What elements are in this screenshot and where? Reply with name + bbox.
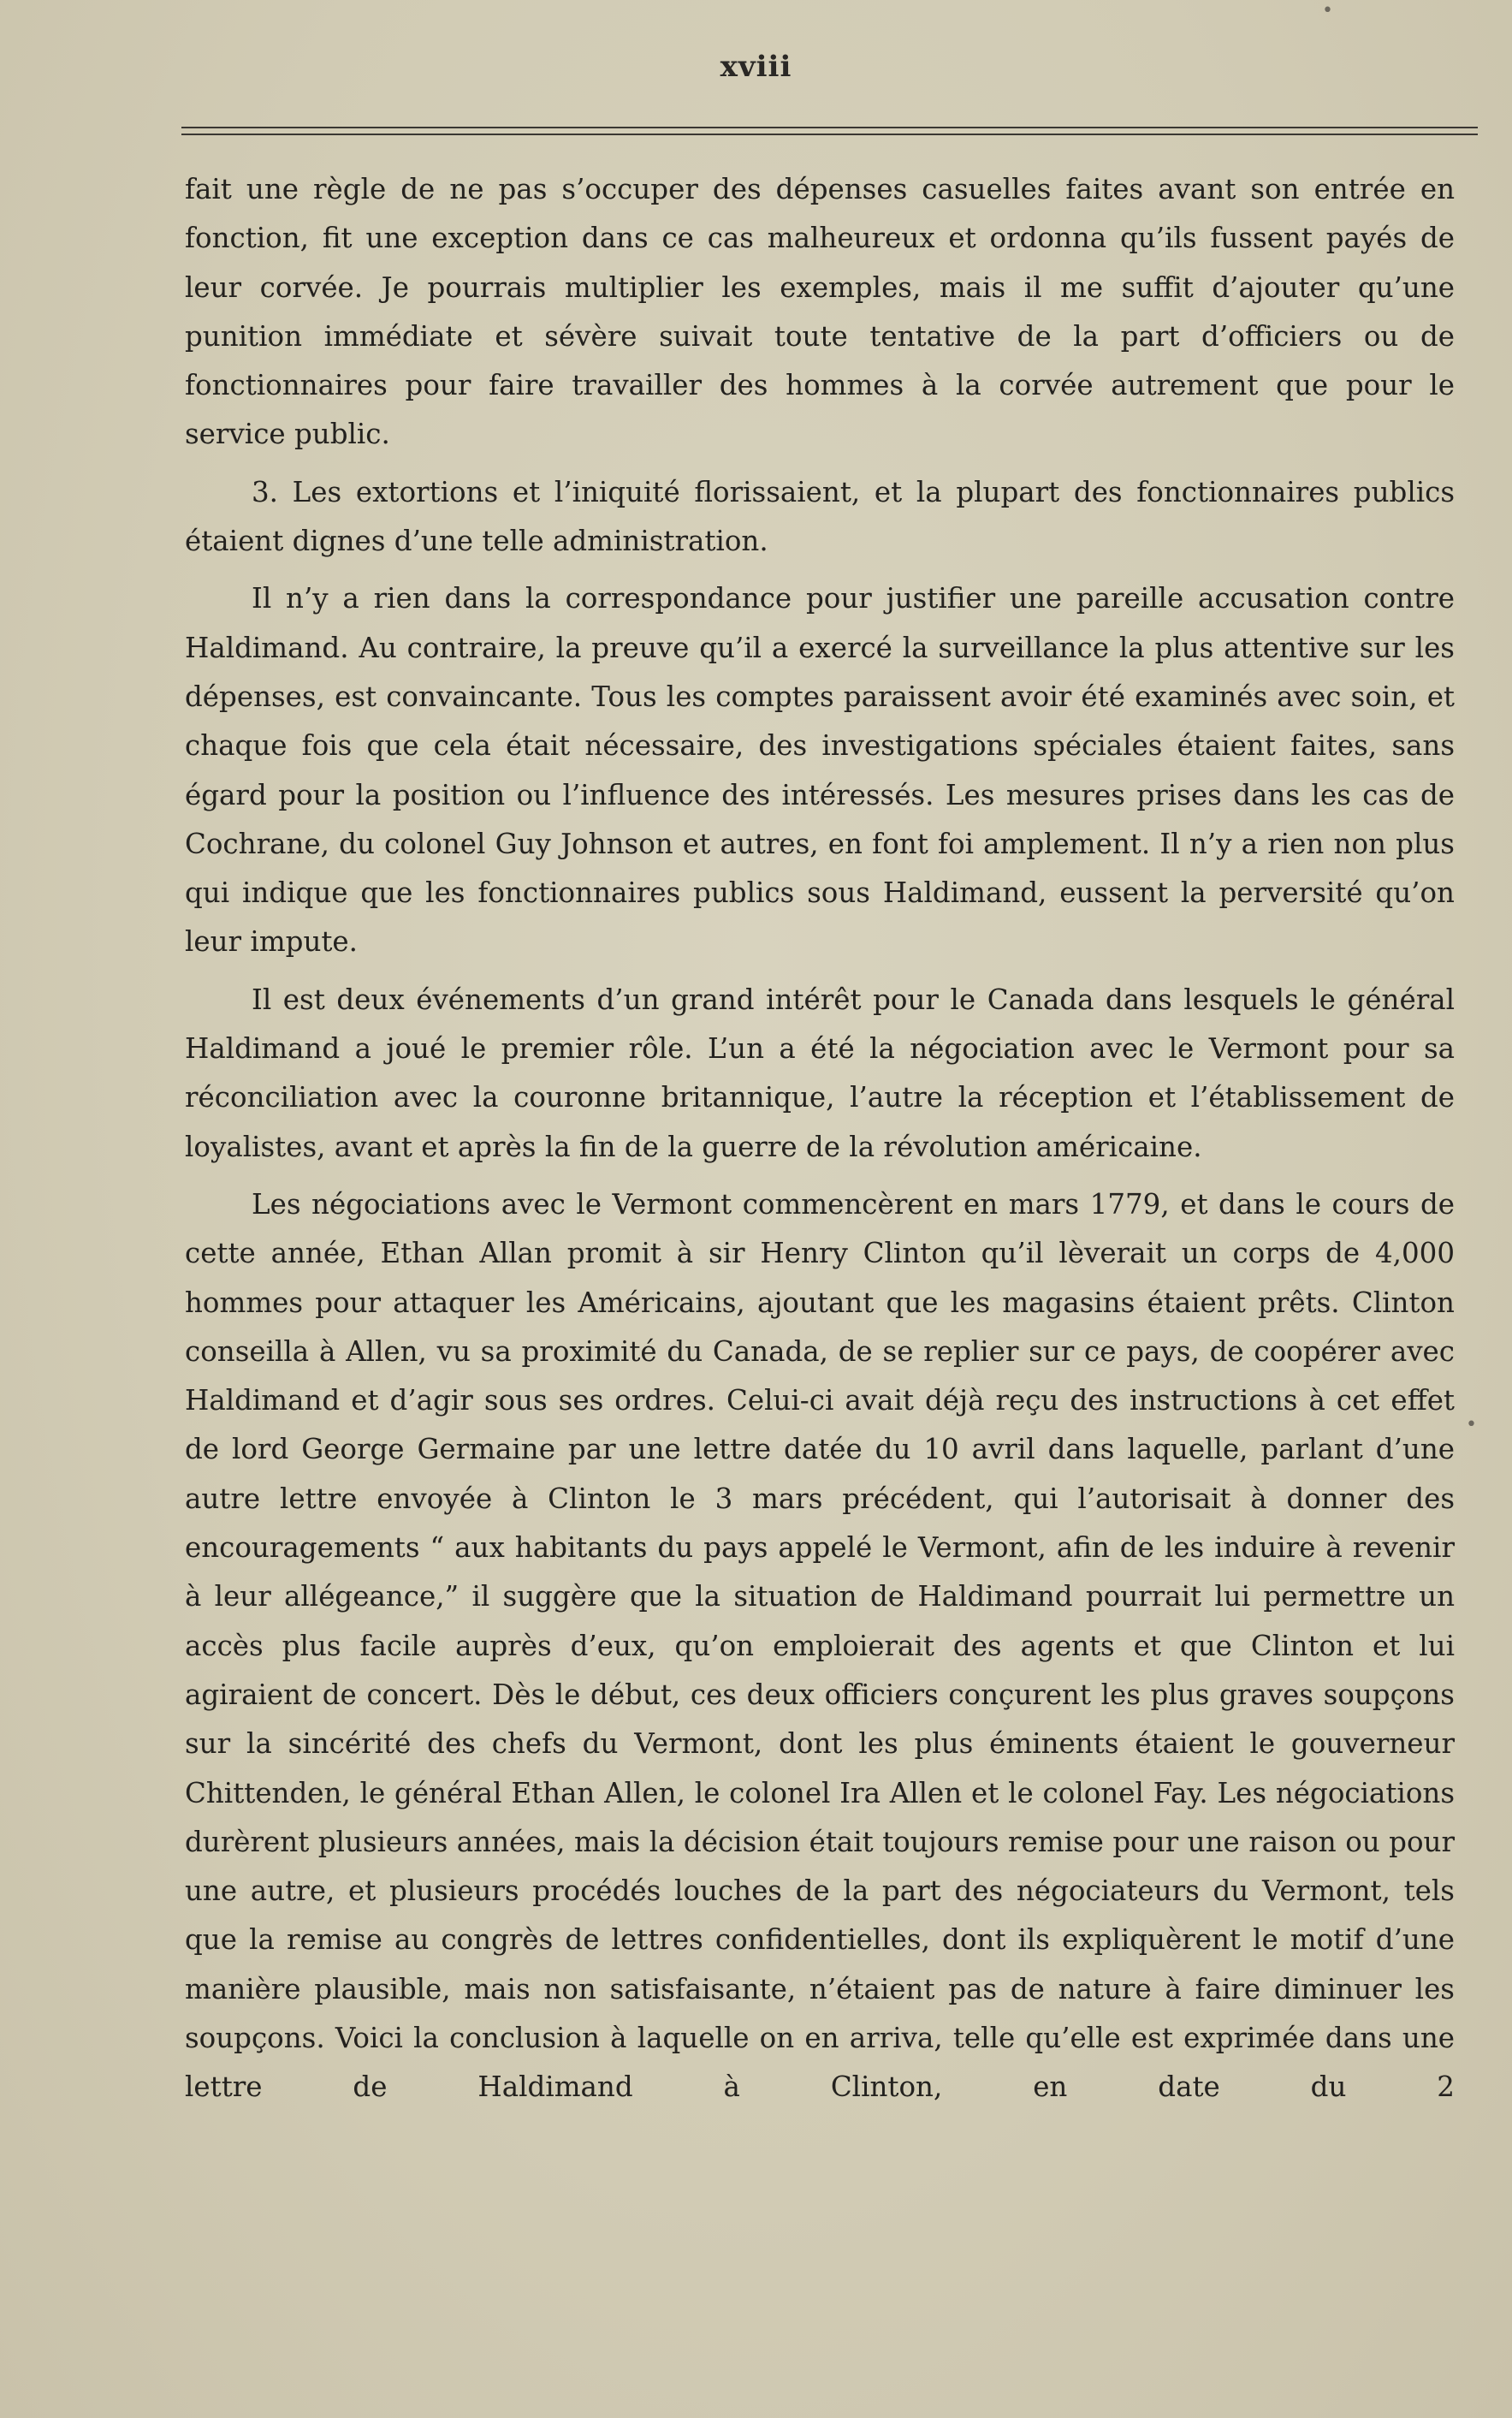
paragraph-continued: fait une règle de ne pas s’occuper des dépenses casuelles faites avant son entrée en fonction, fit une exception dans ce cas malheureux et ordonna qu’ils fussent payés de leur corvée. Je pourrais multiplier les exemples, mais il me suffit d’ajouter qu’une punition immédiate et sévère suivait toute tentative de la part d’officiers ou de fonctionnaires pour faire travailler des hommes à la corvée autrement que pour le service public. xyxy=(185,173,1455,451)
scan-speck: • xyxy=(1466,1414,1477,1435)
scan-speck: • xyxy=(1322,0,1333,21)
body-text xyxy=(185,165,1455,2112)
paragraph-correspondence: Il n’y a rien dans la correspondance pour justifier une pareille accusation contre Haldimand. Au contraire, la preuve qu’il a exercé la surveillance la plus attentive sur les dépenses, est convaincante. Tous les comptes paraissent avoir été examinés avec soin, et chaque fois que cela était nécessaire, des investigations spéciales étaient faites, sans égard pour la position ou l’influence des intéressés. Les mesures prises dans les cas de Cochrane, du colonel Guy Johnson et autres, en font foi amplement. Il n’y a rien non plus qui indique que les fonctionnaires publics sous Haldimand, eussent la perversité qu’on leur impute. xyxy=(185,582,1455,959)
header-rule xyxy=(181,127,1478,135)
paragraph-two-events: Il est deux événements d’un grand intérêt pour le Canada dans lesquels le général Haldimand a joué le premier rôle. L’un a été la négociation avec le Vermont pour sa réconciliation avec la couronne britannique, l’autre la réception et l’établissement de loyalistes, avant et après la fin de la guerre de la révolution américaine. xyxy=(185,983,1455,1163)
paragraph-accusation-heading: 3. Les extortions et l’iniquité florissaient, et la plupart des fonctionnaires publics étaient dignes d’une telle administration. xyxy=(185,475,1455,558)
paragraph-vermont-negotiations: Les négociations avec le Vermont commencèrent en mars 1779, et dans le cours de cette année, Ethan Allan promit à sir Henry Clinton qu’il lèverait un corps de 4,000 hommes pour attaquer les Américains, ajoutant que les magasins étaient prêts. Clinton conseilla à Allen, vu sa proximité du Canada, de se replier sur ce pays, de coopérer avec Haldimand et d’agir sous ses ordres. Celui-ci avait déjà reçu des instructions à cet effet de lord George Germaine par une lettre datée du 10 avril dans laquelle, parlant d’une autre lettre envoyée à Clinton le 3 mars précédent, qui l’autorisait à donner des encouragements “ aux habitants du pays appelé le Vermont, afin de les induire à revenir à leur allégeance,” il suggère que la situation de Haldimand pourrait lui permettre un accès plus facile auprès d’eux, qu’on emploierait des agents et que Clinton et lui agiraient de concert. Dès le début, ces deux officiers conçurent les plus graves soupçons sur la sincérité des chefs du Vermont, dont les plus éminents étaient le gouverneur Chittenden, le général Ethan Allen, le colonel Ira Allen et le colonel Fay. Les négociations durèrent plusieurs années, mais la décision était toujours remise pour une raison ou pour une autre, et plusieurs procédés louches de la part des négociateurs du Vermont, tels que la remise au congrès de lettres confidentielles, dont ils expliquèrent le motif d’une manière plausible, mais non satisfaisante, n’étaient pas de nature à faire diminuer les soupçons. Voici la conclusion à laquelle on en arriva, telle qu’elle est exprimée dans une lettre de Haldimand à Clinton, en date du 2 xyxy=(185,1187,1455,2104)
page-number: xviii xyxy=(720,50,792,84)
